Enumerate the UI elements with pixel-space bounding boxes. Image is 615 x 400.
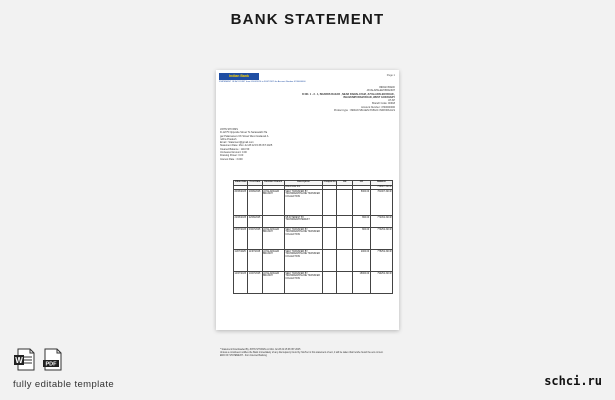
branch-address: D NO. 1 - 3 - 1, BOARDS BAZAR , NEAR RAMALAYAM, JUYALAPALEM ROAD , BHAVANIPURAM ROAD, WEST GODAVARY <box>302 92 395 99</box>
cell-cheque <box>323 272 337 294</box>
pdf-badge-text: PDF <box>45 361 57 368</box>
customer-name: JOHN SHYAMS <box>220 128 238 131</box>
cell-branch: JAYALAPALEM BRANCH <box>262 272 284 294</box>
header-dr: DR <box>337 181 353 186</box>
header-remitter-branch: Remitter Branch <box>262 181 284 186</box>
cell-post-date: 03/07/2025 <box>248 228 262 250</box>
cell-balance: 758807.32CR <box>370 185 392 190</box>
cell-description: SELF TRANSFER BY TRANSFER/ONLINE TRANSFER COLLECTION <box>284 190 322 216</box>
pdf-file-icon <box>42 348 65 371</box>
cell-description: SELF TRANSFER BY TRANSFER/ONLINE TRANSFER COLLECTION <box>284 228 322 250</box>
cell-balance: 775252.32CR <box>370 250 392 272</box>
cell-branch: JAYALAPALEM BRANCH <box>262 228 284 250</box>
cell-post-date: 22/06/2025 <box>248 216 262 228</box>
header-cheque-no: Cheque No <box>323 181 336 184</box>
cell-post-date: 20/06/2025 <box>248 190 262 216</box>
customer-email: Email : Statement@gmail.com <box>220 141 254 145</box>
cell-dr <box>337 250 353 272</box>
table-row <box>234 216 393 228</box>
cell-dr <box>337 272 353 294</box>
cell-balance: 772452.32CR <box>370 216 392 228</box>
cell-value-date: 22/06/2025 <box>234 216 248 228</box>
header-post-date: Post Date <box>249 181 261 184</box>
word-badge-text: W <box>15 356 23 365</box>
end-of-statement: END OF STATEMENT - from Internet Banking <box>220 355 267 358</box>
template-caption: fully editable template <box>13 379 115 390</box>
cell-cr: 2000.00 <box>353 250 370 272</box>
cell-description: SB INTEREST BY TRANSFER/INTEREST <box>284 216 322 228</box>
word-file-icon <box>13 348 36 371</box>
branch-code: Branch Code: 00918 <box>372 102 395 106</box>
cell-description: SELF TRANSFER BY TRANSFER/ONLINE TRANSFER COLLECTION <box>284 272 322 294</box>
cell-dr <box>337 216 353 228</box>
header-cr: CR <box>353 181 370 186</box>
cell-cr: 800.00 <box>353 228 370 250</box>
cell-cr: 890.00 <box>353 216 370 228</box>
customer-address-1: D-12/75 Opposite Street To Saraswathi Ha <box>220 131 268 135</box>
branch-pin: AT AP <box>388 99 395 103</box>
customer-block <box>220 128 340 161</box>
cell-branch: JAYALAPALEM BRANCH <box>262 250 284 272</box>
drawing-power: Drawing Power: 0.00 <box>220 154 244 158</box>
page-number: Page 1 <box>386 74 395 77</box>
cell-cr: 15000.00 <box>353 272 370 294</box>
cell-balance: 773252.32CR <box>370 228 392 250</box>
branch-block <box>300 86 395 112</box>
bank-logo: Indian Bank <box>219 73 259 80</box>
customer-address-3: ndhra Pradesh <box>220 137 237 141</box>
downloaded-note: * Statement Downloaded By JOHN SHYAMS on Mon Jul 28 22:15:38 IST 2025 <box>220 349 301 351</box>
cell-branch: JAYALAPALEM BRANCH <box>262 190 284 216</box>
cell-dr <box>337 228 353 250</box>
customer-address-2: gar Palamaneru Nh Street West Godavari A <box>220 134 269 138</box>
cell-value-date: 20/06/2025 <box>234 190 248 216</box>
site-watermark: schci.ru <box>544 374 602 388</box>
cell-branch <box>262 216 284 228</box>
table-row <box>234 190 393 216</box>
cell-cheque <box>323 190 337 216</box>
product-type: Product type : INDIAN SB-GEN PUBLIC INDIVIDUALS <box>334 109 395 113</box>
statement-date: Statement Date: Mon Jul 28 22:15:38 IST 2025 <box>220 144 273 148</box>
statement-footer <box>220 349 395 359</box>
account-number: Account Number: 4740000000 <box>361 105 395 109</box>
header-value-date: Value Date <box>234 181 247 184</box>
cell-value-date: 03/07/2025 <box>234 228 248 250</box>
cell-post-date: 14/07/2025 <box>248 272 262 294</box>
cell-description: BALANCE B/F <box>284 185 322 190</box>
cell-value-date: 14/07/2025 <box>234 272 248 294</box>
page-title: BANK STATEMENT <box>230 11 385 28</box>
transactions-table <box>233 180 393 294</box>
cell-balance: 761007.32CR <box>370 190 392 216</box>
interest-rate: Interest Rate : 3.000 <box>220 157 243 161</box>
uncleared-amount: Uncleared Amount: 0.00 <box>220 151 247 155</box>
cleared-balance: Cleared Balance : 1110.59 <box>220 147 250 151</box>
bank-name: INDIAN BANK <box>379 86 395 89</box>
cell-dr <box>337 190 353 216</box>
cell-description: SELF TRANSFER BY TRANSFER/ONLINE TRANSFER COLLECTION <box>284 250 322 272</box>
header-description: Description <box>284 181 322 186</box>
statement-banner: STATEMENT OF ACCOUNT from 01/04/2024 to 30/07/2025 for Account Number 4740000000 <box>219 81 306 83</box>
cell-cheque <box>323 216 337 228</box>
cell-value-date: 11/07/2025 <box>234 250 248 272</box>
cell-balance: 790252.32CR <box>370 272 392 294</box>
table-row <box>234 272 393 294</box>
header-balance: Balance <box>370 181 392 186</box>
table-row <box>234 250 393 272</box>
discrepancy-notice: Unless a constituent notifies the Bank immediately of any discrepancy found by him/her in this statement of acc, it will be taken that he/she found the acc correct. <box>220 352 384 355</box>
cell-cheque <box>323 228 337 250</box>
branch-name: JAYALAPALEM BRANCH <box>366 89 395 93</box>
cell-cr: 5000.00 <box>353 190 370 216</box>
cell-cheque <box>323 250 337 272</box>
table-row <box>234 228 393 250</box>
cell-post-date: 11/07/2025 <box>248 250 262 272</box>
statement-document <box>216 70 399 358</box>
